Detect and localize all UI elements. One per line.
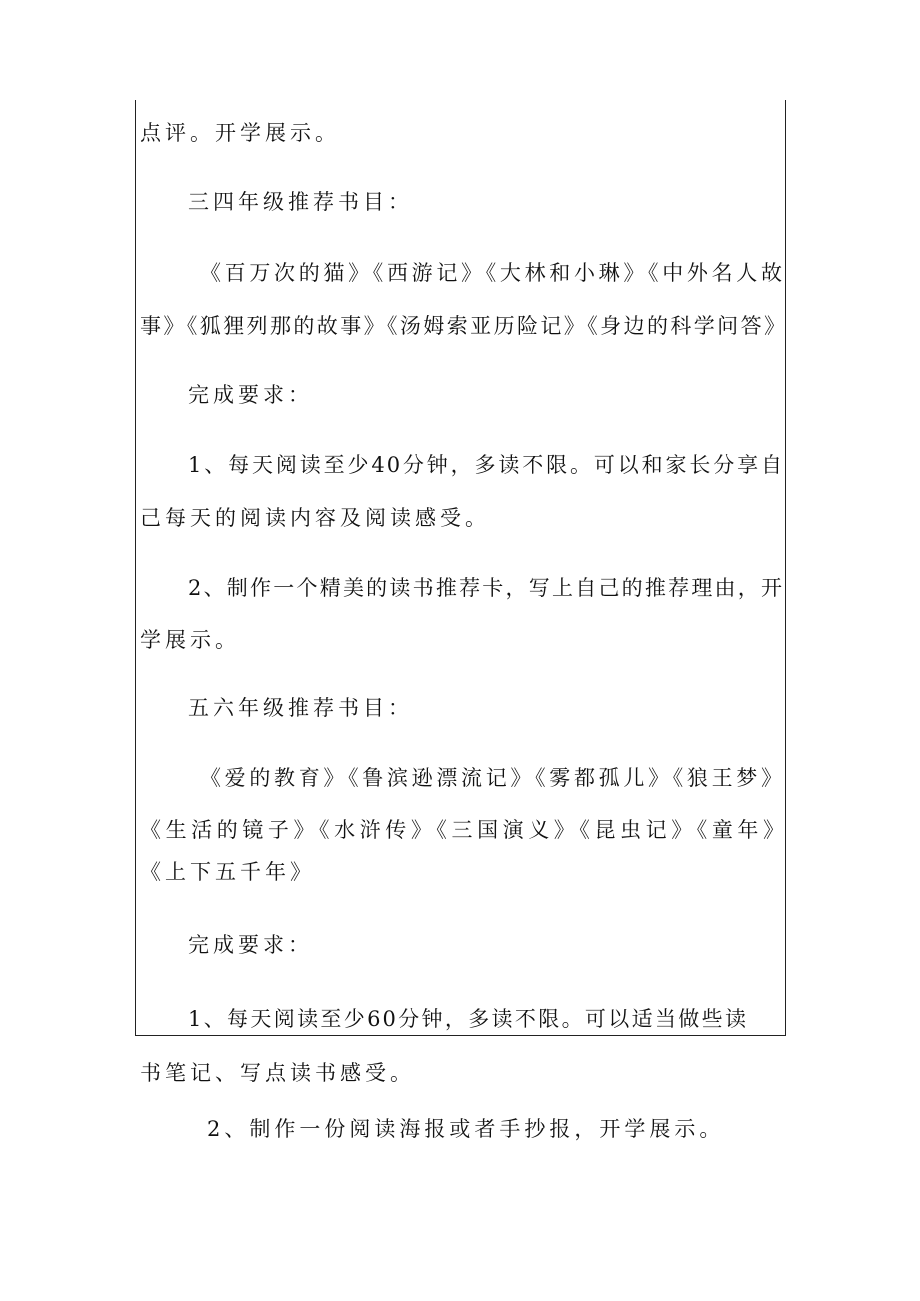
- section-heading-grade-3-4: 三四年级推荐书目：: [188, 190, 413, 214]
- section-heading-grade-5-6: 五六年级推荐书目：: [188, 696, 413, 720]
- book-list-line: 《百万次的猫》《西游记》《大林和小琳》《中外名人故: [200, 261, 784, 285]
- requirements-heading: 完成要求：: [188, 933, 313, 957]
- requirement-item-2-cont: 学展示。: [140, 628, 240, 652]
- requirement-item-1-cont: 己每天的阅读内容及阅读感受。: [140, 506, 490, 530]
- requirement-item-2: 2、制作一个精美的读书推荐卡，写上自己的推荐理由，开: [188, 576, 784, 600]
- book-list-line: 《上下五千年》: [140, 860, 315, 884]
- book-list-line: 《生活的镜子》《水浒传》《三国演义》《昆虫记》《童年》: [140, 818, 786, 842]
- requirement-item-1: 1、每天阅读至少60分钟，多读不限。可以适当做些读: [188, 1007, 748, 1031]
- requirements-heading: 完成要求：: [188, 383, 313, 407]
- text-line: 点评。开学展示。: [140, 121, 340, 145]
- requirement-item-1-cont: 书笔记、写点读书感受。: [140, 1061, 415, 1085]
- requirement-item-1: 1、每天阅读至少40分钟，多读不限。可以和家长分享自: [188, 453, 784, 477]
- table-cell-border: [135, 100, 786, 1036]
- book-list-line: 《爱的教育》《鲁滨逊漂流记》《雾都孤儿》《狼王梦》: [200, 766, 784, 790]
- requirement-item-2: 2、制作一份阅读海报或者手抄报，开学展示。: [207, 1117, 725, 1141]
- book-list-line: 事》《狐狸列那的故事》《汤姆索亚历险记》《身边的科学问答》: [140, 314, 786, 338]
